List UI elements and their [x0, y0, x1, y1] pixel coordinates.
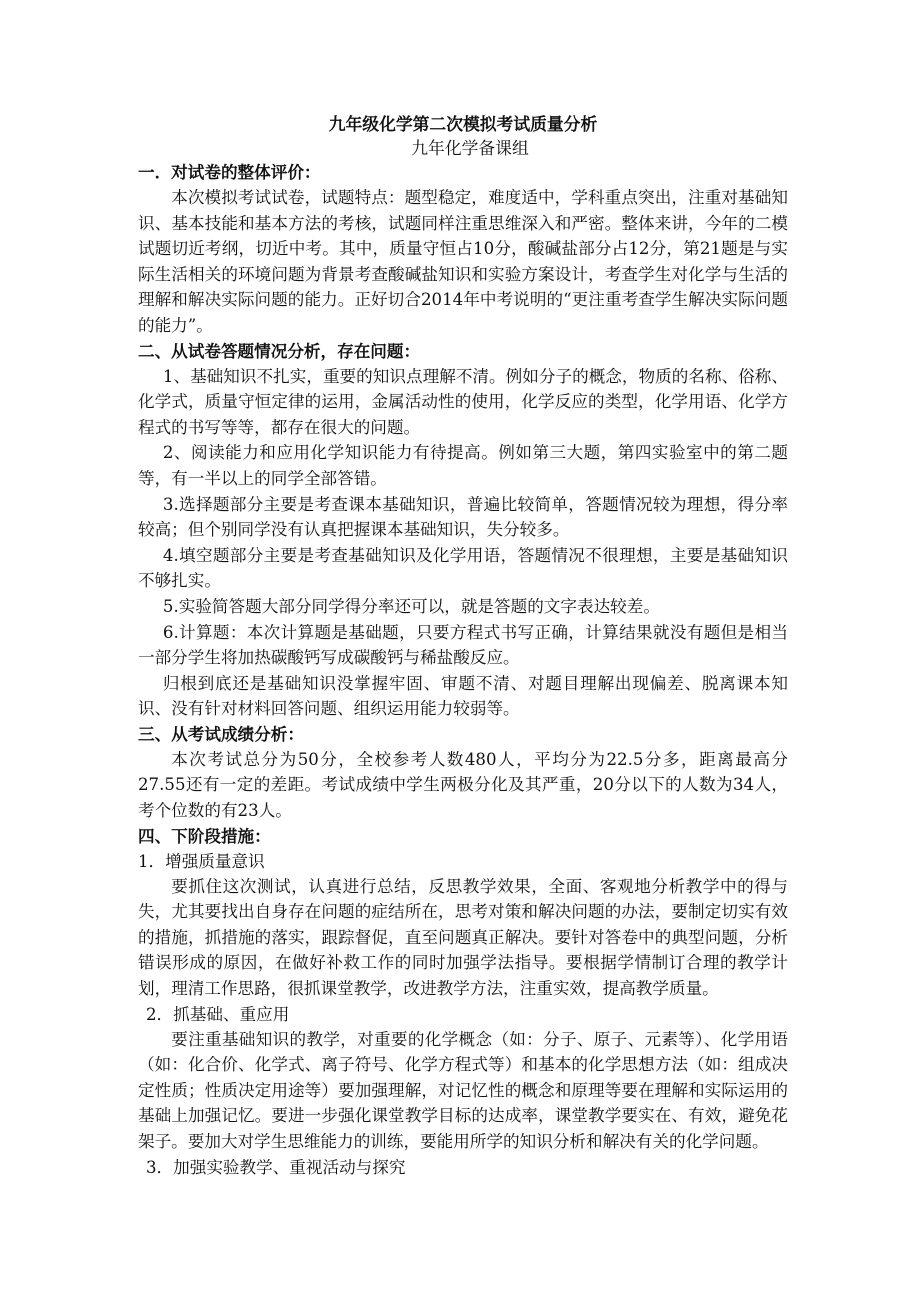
document-title: 九年级化学第二次模拟考试质量分析 [328, 114, 598, 134]
document-subtitle: 九年化学备课组 [411, 138, 529, 158]
paragraph: 本次考试总分为50分，全校参考人数480人，平均分为22.5分多，距离最高分27.55还有一定的差距。考试成绩中学生两极分化及其严重，20分以下的人数为34人，考个位数的有23人。 [138, 749, 788, 821]
measure-label: 3．加强实验教学、重视活动与探究 [146, 1157, 406, 1177]
paragraph: 归根到底还是基础知识没掌握牢固、审题不清、对题目理解出现偏差、脱离课本知识、没有针对材料回答问题、组织运用能力较弱等。 [138, 673, 788, 719]
paragraph: 6.计算题：本次计算题是基础题，只要方程式书写正确，计算结果就没有题但是相当一部分学生将加热碳酸钙写成碳酸钙与稀盐酸反应。 [138, 622, 788, 668]
section-heading: 一．对试卷的整体评价： [138, 162, 321, 182]
paragraph: 4.填空题部分主要是考查基础知识及化学用语，答题情况不很理想，主要是基础知识不够扎实。 [138, 545, 788, 591]
section-heading: 三、从考试成绩分析： [138, 723, 304, 744]
paragraph: 要注重基础知识的教学，对重要的化学概念（如：分子、原子、元素等）、化学用语（如：化合价、化学式、离子符号、化学方程式等）和基本的化学思想方法（如：组成决定性质；性质决定用途等）要加强理解，对记忆性的概念和原理等要在理解和实际运用的基础上加强记忆。要进一步强化课堂教学目标的达成率，课堂教学要实在、有效，避免花架子。要加大对学生思维能力的训练，要能用所学的知识分析和解决有关的化学问题。 [138, 1029, 788, 1151]
paragraph: 2、阅读能力和应用化学知识能力有待提高。例如第三大题，第四实验室中的第二题等，有一半以上的同学全部答错。 [138, 443, 788, 488]
paragraph: 3.选择题部分主要是考查课本基础知识，普遍比较简单，答题情况较为理想，得分率较高；但个别同学没有认真把握课本基础知识，失分较多。 [138, 494, 788, 540]
section-heading: 二、从试卷答题情况分析，存在问题： [138, 340, 421, 361]
paragraph: 本次模拟考试试卷，试题特点：题型稳定，难度适中，学科重点突出，注重对基础知识、基本技能和基本方法的考核，试题同样注重思维深入和严密。整体来讲，今年的二模试题切近考纲，切近中考。其中，质量守恒占10分，酸碱盐部分占12分，第21题是与实际生活相关的环境问题为背景考查酸碱盐知识和实验方案设计，考查学生对化学与生活的理解和解决实际问题的能力。正好切合2014年中考说明的“更注重考查学生解决实际问题的能力”。 [138, 188, 788, 335]
paragraph: 要抓住这次测试，认真进行总结，反思教学效果，全面、客观地分析教学中的得与失，尤其要找出自身存在问题的症结所在，思考对策和解决问题的办法，要制定切实有效的措施，抓措施的落实，跟踪督促，直至问题真正解决。要针对答卷中的典型问题，分析错误形成的原因，在做好补救工作的同时加强学法指导。要根据学情制订合理的教学计划，理清工作思路，很抓课堂教学，改进教学方法，注重实效，提高教学质量。 [138, 876, 788, 999]
document-page [138, 112, 788, 1180]
paragraph: 1、基础知识不扎实，重要的知识点理解不清。例如分子的概念，物质的名称、俗称、化学式，质量守恒定律的运用，金属活动性的使用，化学反应的类型，化学用语、化学方程式的书写等等，都存在很大的问题。 [138, 366, 788, 437]
paragraph: 5.实验简答题大部分同学得分率还可以，就是答题的文字表达较差。 [162, 596, 660, 616]
section-heading: 四、下阶段措施： [138, 825, 271, 846]
measure-label: 1．增强质量意识 [138, 851, 265, 871]
measure-label: 2．抓基础、重应用 [146, 1004, 290, 1024]
